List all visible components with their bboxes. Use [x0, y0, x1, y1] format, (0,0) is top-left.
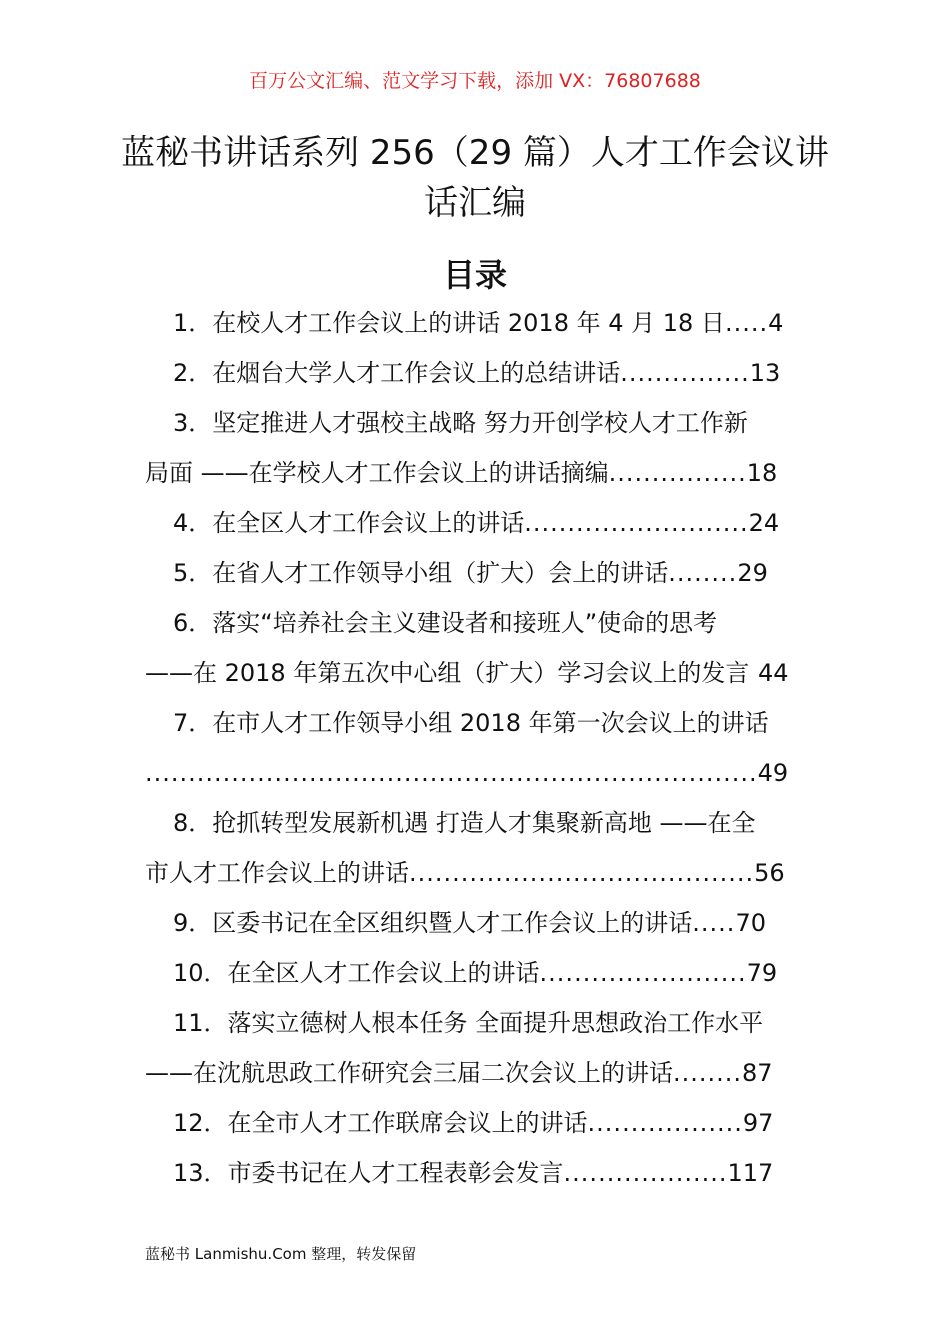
- toc-entry[interactable]: [145, 398, 805, 448]
- header-banner: 百万公文汇编、范文学习下载，添加 VX：76807688: [249, 70, 701, 92]
- toc-entry-continuation[interactable]: [145, 748, 805, 798]
- toc-leader: ........: [673, 1059, 743, 1087]
- toc-entry[interactable]: [145, 548, 805, 598]
- toc-leader: ................: [608, 459, 747, 487]
- toc-entry[interactable]: [145, 598, 805, 648]
- toc-entry-page: 49: [757, 759, 789, 787]
- toc-entry-page: 44: [757, 659, 789, 687]
- toc-entry[interactable]: [145, 348, 805, 398]
- toc-leader: ........................................: [409, 859, 755, 887]
- toc-leader: ........: [668, 559, 738, 587]
- toc-entry-title: 4．在全区人才工作会议上的讲话: [173, 509, 525, 537]
- toc-entry-page: 29: [737, 559, 768, 587]
- toc-entry-continuation[interactable]: [145, 648, 805, 698]
- toc-entry-title: 5．在省人才工作领导小组（扩大）会上的讲话: [173, 559, 669, 587]
- toc-entry-title: 10．在全区人才工作会议上的讲话: [173, 959, 540, 987]
- toc-entry-title: 8．抢抓转型发展新机遇 打造人才集聚新高地 ——在全: [173, 809, 756, 837]
- footer-note: 蓝秘书 Lanmishu.Com 整理，转发保留: [145, 1245, 417, 1263]
- toc-entry-page: 56: [754, 859, 785, 887]
- toc-leader: .......................................................................: [145, 759, 758, 787]
- toc-entry-title: 6．落实“培养社会主义建设者和接班人”使命的思考: [173, 609, 718, 637]
- toc-entry-title: 11．落实立德树人根本任务 全面提升思想政治工作水平: [173, 1009, 764, 1037]
- toc-entry-title: 9．区委书记在全区组织暨人才工作会议上的讲话: [173, 909, 693, 937]
- toc-entry[interactable]: [145, 998, 805, 1048]
- toc-entry[interactable]: [145, 1148, 805, 1198]
- toc-entry[interactable]: [145, 498, 805, 548]
- toc-entry[interactable]: [145, 298, 805, 348]
- toc-entry-page: 117: [727, 1159, 774, 1187]
- toc-leader: .....: [692, 909, 736, 937]
- toc-leader: .....: [724, 309, 769, 337]
- toc-entry-page: 13: [749, 359, 781, 387]
- toc-entry[interactable]: [145, 948, 805, 998]
- toc-entry-title: ——在沈航思政工作研究会三届二次会议上的讲话: [145, 1059, 673, 1087]
- toc-entry-title: 1．在校人才工作会议上的讲话 2018 年 4 月 18 日: [173, 309, 725, 337]
- toc-entry-page: 4: [768, 309, 784, 337]
- toc-entry-page: 24: [748, 509, 780, 537]
- toc-leader: ...............: [620, 359, 750, 387]
- toc-entry[interactable]: [145, 798, 805, 848]
- toc-entry[interactable]: [145, 698, 805, 748]
- toc-entry-title: 13．市委书记在人才工程表彰会发言: [173, 1159, 564, 1187]
- table-of-contents: [145, 298, 805, 1198]
- toc-entry-title: 7．在市人才工作领导小组 2018 年第一次会议上的讲话: [173, 709, 769, 737]
- toc-entry-continuation[interactable]: [145, 448, 805, 498]
- toc-entry-title: 市人才工作会议上的讲话: [145, 859, 409, 887]
- document-title: 蓝秘书讲话系列 256（29 篇）人才工作会议讲话汇编: [121, 133, 829, 223]
- toc-leader: [749, 659, 758, 687]
- toc-entry-page: 70: [735, 909, 766, 937]
- toc-leader: ..........................: [524, 509, 749, 537]
- toc-entry-title: 12．在全市人才工作联席会议上的讲话: [173, 1109, 588, 1137]
- toc-entry-continuation[interactable]: [145, 848, 805, 898]
- toc-entry[interactable]: [145, 1098, 805, 1148]
- toc-leader: ........................: [539, 959, 747, 987]
- toc-entry-page: 87: [742, 1059, 773, 1087]
- toc-entry-title: 局面 ——在学校人才工作会议上的讲话摘编: [145, 459, 609, 487]
- toc-entry-title: 2．在烟台大学人才工作会议上的总结讲话: [173, 359, 621, 387]
- toc-entry-continuation[interactable]: [145, 1048, 805, 1098]
- toc-entry-title: 3．坚定推进人才强校主战略 努力开创学校人才工作新: [173, 409, 748, 437]
- toc-entry[interactable]: [145, 898, 805, 948]
- toc-leader: ...................: [563, 1159, 728, 1187]
- toc-entry-page: 79: [746, 959, 778, 987]
- toc-entry-page: 18: [746, 459, 778, 487]
- toc-heading: 目录: [442, 256, 507, 294]
- toc-entry-page: 97: [742, 1109, 774, 1137]
- toc-entry-title: ——在 2018 年第五次中心组（扩大）学习会议上的发言: [145, 659, 750, 687]
- toc-leader: ..................: [587, 1109, 743, 1137]
